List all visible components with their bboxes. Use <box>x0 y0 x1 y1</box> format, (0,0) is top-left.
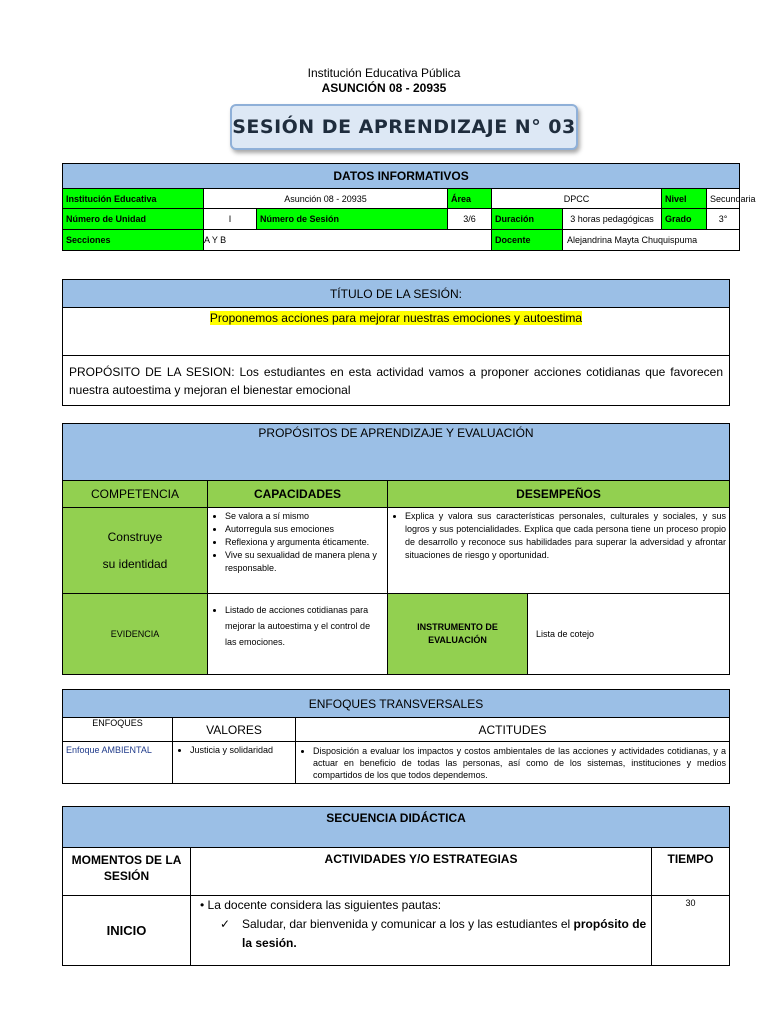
nivel-label: Nivel <box>662 189 707 209</box>
enfoques-table <box>62 689 730 784</box>
secuencia-table <box>62 806 730 966</box>
datos-informativos-table <box>62 163 756 251</box>
enfoque-value: Enfoque AMBIENTAL <box>63 742 173 784</box>
col-capacidades: CAPACIDADES <box>208 481 388 508</box>
datos-heading: DATOS INFORMATIVOS <box>63 164 740 189</box>
secuencia-heading: SECUENCIA DIDÁCTICA <box>63 807 730 848</box>
sesion-label: Número de Sesión <box>257 209 448 230</box>
checkmark-icon: ✓ <box>220 917 231 931</box>
session-topic: Proponemos acciones para mejorar nuestras emociones y autoestima <box>209 311 583 325</box>
area-label: Área <box>448 189 492 209</box>
duracion-label: Duración <box>492 209 563 229</box>
sesion-value: 3/6 <box>448 209 492 230</box>
momento-inicio: INICIO <box>63 896 191 966</box>
col-actividades: ACTIVIDADES Y/O ESTRATEGIAS <box>191 848 652 896</box>
check-text: Saludar, dar bienvenida y comunicar a los y las estudiantes el <box>242 917 574 931</box>
tiempo-value: 30 <box>652 896 730 966</box>
docente-value: Alejandrina Mayta Chuquispuma <box>567 235 698 245</box>
evidencia-cell <box>208 594 388 675</box>
actitud-cell <box>296 742 730 784</box>
evidencia-value: • Listado de acciones cotidianas para mejorar la autoestima y el control de las emociones. <box>225 602 384 650</box>
actividades-cell <box>191 896 652 966</box>
titulo-table <box>62 279 730 406</box>
unidad-label: Número de Unidad <box>63 209 204 230</box>
actitud-value: • Disposición a evaluar los impactos y costos ambientales de las acciones y actividades cotidianas, y a actuar en beneficio de todas las personas, así como de los sistemas, instituciones y medios compartidos de los que todos dependemos. <box>313 745 726 781</box>
col-desempenos: DESEMPEÑOS <box>388 481 730 508</box>
grado-label: Grado <box>662 209 707 230</box>
competencia-line1: Construye <box>107 529 163 544</box>
instrumento-label: INSTRUMENTO DE EVALUACIÓN <box>388 594 528 675</box>
unidad-value: I <box>204 209 257 230</box>
docente-label: Docente <box>492 230 563 250</box>
col-actitudes: ACTITUDES <box>296 718 730 742</box>
institucion-label: Institución Educativa <box>63 189 204 209</box>
instrumento-value: Lista de cotejo <box>528 594 730 675</box>
competencia-line2: su identidad <box>102 556 168 571</box>
capacidades-cell <box>208 508 388 594</box>
area-value: DPCC <box>492 189 662 209</box>
col-tiempo: TIEMPO <box>652 848 730 896</box>
capacidad-item: • Se valora a sí mismo <box>225 510 384 523</box>
desempeno-cell <box>388 508 730 594</box>
col-enfoques: ENFOQUES <box>63 718 173 742</box>
secciones-value: A Y B <box>204 230 492 251</box>
proposito-text: PROPÓSITO DE LA SESION: Los estudiantes en esta actividad vamos a proponer acciones cotidianas que favorecen nuestra autoestima y mejoran el bienestar emocional <box>63 356 730 406</box>
titulo-heading: TÍTULO DE LA SESIÓN: <box>63 280 730 308</box>
evidencia-label: EVIDENCIA <box>63 594 208 675</box>
session-title: SESIÓN DE APRENDIZAJE N° 03 <box>230 104 578 150</box>
check-bold-text: propósito de la sesión. <box>242 917 647 950</box>
bullet-icon: • <box>200 898 208 912</box>
propositos-table <box>62 423 730 675</box>
valor-cell <box>173 742 296 784</box>
col-competencia: COMPETENCIA <box>63 481 208 508</box>
propositos-heading: PROPÓSITOS DE APRENDIZAJE Y EVALUACIÓN <box>63 424 730 481</box>
school-line: ASUNCIÓN 08 - 20935 <box>321 81 447 95</box>
col-momentos: MOMENTOS DE LA SESIÓN <box>63 848 191 896</box>
institution-line: Institución Educativa Pública <box>307 66 461 80</box>
competencia-cell <box>63 508 208 594</box>
capacidad-item: • Reflexiona y argumenta éticamente. <box>225 536 384 549</box>
institucion-value: Asunción 08 - 20935 <box>204 189 448 209</box>
grado-value: 3° <box>707 209 740 230</box>
desempeno-item: • Explica y valora sus características personales, culturales y sociales, y sus logros y sus potencialidades. Explica que cada persona tiene un proceso propio de desarrollo y reconoce sus habilidades para superar la adversidad y afrontar situaciones de riesgo y oportunidad. <box>405 510 726 562</box>
enfoques-heading: ENFOQUES TRANSVERSALES <box>63 690 730 718</box>
pautas-text: La docente considera las siguientes pautas: <box>207 898 442 912</box>
duracion-value: 3 horas pedagógicas <box>570 214 654 224</box>
secciones-label: Secciones <box>63 230 204 251</box>
col-valores: VALORES <box>173 718 296 742</box>
nivel-value: Secundaria <box>707 189 740 209</box>
valor-value: • Justicia y solidaridad <box>190 745 292 755</box>
capacidad-item: • Vive su sexualidad de manera plena y responsable. <box>225 549 384 575</box>
capacidad-item: • Autorregula sus emociones <box>225 523 384 536</box>
